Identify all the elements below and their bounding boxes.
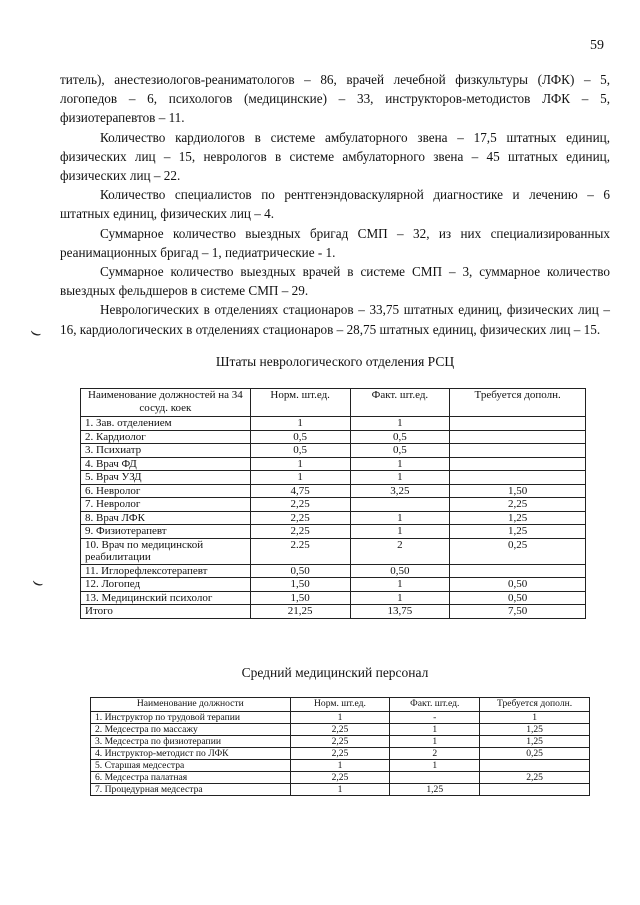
- value-cell: [450, 417, 586, 431]
- column-header: Наименование должностей на 34 сосуд. коек: [81, 389, 251, 417]
- table-row: [81, 417, 586, 431]
- value-cell: 3,25: [350, 484, 450, 498]
- value-cell: 7,50: [450, 605, 586, 619]
- position-name-cell: 5. Врач УЗД: [81, 471, 251, 485]
- position-name-cell: 2. Кардиолог: [81, 430, 251, 444]
- table-row: [81, 430, 586, 444]
- value-cell: 1: [350, 417, 450, 431]
- value-cell: 1,50: [250, 591, 350, 605]
- position-name-cell: 3. Психиатр: [81, 444, 251, 458]
- value-cell: [450, 430, 586, 444]
- value-cell: 1,25: [480, 736, 590, 748]
- margin-checkmark: ⌣: [27, 320, 46, 344]
- value-cell: [350, 498, 450, 512]
- value-cell: 2,25: [250, 525, 350, 539]
- position-name-cell: 5. Старшая медсестра: [91, 760, 291, 772]
- paragraph: Количество специалистов по рентгенэндоваскулярной диагностике и лечению – 6 штатных единиц, физических лиц – 4.: [60, 187, 610, 222]
- value-cell: 1: [350, 511, 450, 525]
- value-cell: 1: [350, 578, 450, 592]
- value-cell: 2,25: [290, 724, 390, 736]
- position-name-cell: 1. Инструктор по трудовой терапии: [91, 712, 291, 724]
- value-cell: 1,25: [450, 525, 586, 539]
- table-row: [81, 471, 586, 485]
- value-cell: 1: [390, 760, 480, 772]
- value-cell: 2: [390, 748, 480, 760]
- body-text: [60, 70, 610, 339]
- column-header: Факт. шт.ед.: [350, 389, 450, 417]
- value-cell: 1: [480, 712, 590, 724]
- value-cell: 2,25: [250, 498, 350, 512]
- column-header: Требуется дополн.: [450, 389, 586, 417]
- position-name-cell: Итого: [81, 605, 251, 619]
- paragraph: Количество кардиологов в системе амбулаторного звена – 17,5 штатных единиц, физических лиц – 15, неврологов в системе амбулаторного звена – 45 штатных единиц, физических лиц – 22.: [60, 129, 610, 184]
- position-name-cell: 6. Медсестра палатная: [91, 772, 291, 784]
- table-row: [81, 511, 586, 525]
- value-cell: 1: [390, 736, 480, 748]
- value-cell: 1,50: [250, 578, 350, 592]
- table-row: [81, 564, 586, 578]
- value-cell: 1: [350, 471, 450, 485]
- value-cell: -: [390, 712, 480, 724]
- value-cell: 0,5: [250, 444, 350, 458]
- value-cell: 2,25: [450, 498, 586, 512]
- position-name-cell: 8. Врач ЛФК: [81, 511, 251, 525]
- position-name-cell: 10. Врач по медицинской реабилитации: [81, 538, 251, 564]
- position-name-cell: 1. Зав. отделением: [81, 417, 251, 431]
- table-row: [81, 457, 586, 471]
- value-cell: 4,75: [250, 484, 350, 498]
- value-cell: [480, 784, 590, 796]
- table-row: [81, 591, 586, 605]
- table-row: [91, 712, 590, 724]
- position-name-cell: 3. Медсестра по физиотерапии: [91, 736, 291, 748]
- position-name-cell: 13. Медицинский психолог: [81, 591, 251, 605]
- value-cell: 0,5: [350, 430, 450, 444]
- neuro-staff-table: [80, 388, 586, 619]
- value-cell: 2,25: [290, 772, 390, 784]
- value-cell: 1: [350, 591, 450, 605]
- position-name-cell: 4. Инструктор-методист по ЛФК: [91, 748, 291, 760]
- value-cell: 1,25: [450, 511, 586, 525]
- value-cell: 2,25: [290, 736, 390, 748]
- value-cell: 2.25: [250, 538, 350, 564]
- table-row: [91, 748, 590, 760]
- position-name-cell: 11. Иглорефлексотерапевт: [81, 564, 251, 578]
- position-name-cell: 9. Физиотерапевт: [81, 525, 251, 539]
- column-header: Требуется дополн.: [480, 698, 590, 712]
- table-row: [81, 444, 586, 458]
- table-row: [81, 605, 586, 619]
- value-cell: 2: [350, 538, 450, 564]
- position-name-cell: 7. Процедурная медсестра: [91, 784, 291, 796]
- value-cell: 0,50: [450, 591, 586, 605]
- table-row: [91, 784, 590, 796]
- value-cell: [450, 444, 586, 458]
- value-cell: [480, 760, 590, 772]
- value-cell: [390, 772, 480, 784]
- nurse-staff-table: [90, 697, 590, 796]
- margin-checkmark: ⌣: [29, 570, 48, 594]
- value-cell: 2,25: [250, 511, 350, 525]
- nurse-table-title: Средний медицинский персонал: [241, 665, 429, 680]
- value-cell: 1: [250, 457, 350, 471]
- table-row: [81, 538, 586, 564]
- table-header-row: [91, 698, 590, 712]
- value-cell: 1: [290, 760, 390, 772]
- value-cell: 1,25: [480, 724, 590, 736]
- column-header: Факт. шт.ед.: [390, 698, 480, 712]
- value-cell: 0,5: [250, 430, 350, 444]
- value-cell: 2,25: [480, 772, 590, 784]
- value-cell: 1: [250, 471, 350, 485]
- value-cell: 1: [390, 724, 480, 736]
- value-cell: 1: [350, 457, 450, 471]
- column-header: Норм. шт.ед.: [290, 698, 390, 712]
- paragraph: Неврологических в отделениях стационаров – 33,75 штатных единиц, физических лиц –16, кардиологических в отделениях стационаров – 28,75 штатных единиц, физических лиц – 15.: [60, 302, 610, 337]
- value-cell: 1,50: [450, 484, 586, 498]
- table-row: [81, 525, 586, 539]
- value-cell: 1,25: [390, 784, 480, 796]
- value-cell: 1: [290, 784, 390, 796]
- table-row: [81, 484, 586, 498]
- paragraph: Суммарное количество выездных бригад СМП – 32, из них специализированных реанимационных бригад – 1, педиатрические - 1.: [60, 225, 610, 260]
- column-header: Норм. шт.ед.: [250, 389, 350, 417]
- value-cell: 13,75: [350, 605, 450, 619]
- value-cell: 0,50: [350, 564, 450, 578]
- value-cell: 21,25: [250, 605, 350, 619]
- column-header: Наименование должности: [91, 698, 291, 712]
- position-name-cell: 4. Врач ФД: [81, 457, 251, 471]
- table-row: [91, 724, 590, 736]
- value-cell: 0,25: [480, 748, 590, 760]
- neuro-table-title: Штаты неврологического отделения РСЦ: [215, 354, 455, 369]
- table-row: [91, 736, 590, 748]
- value-cell: 2,25: [290, 748, 390, 760]
- position-name-cell: 6. Невролог: [81, 484, 251, 498]
- table-header-row: [81, 389, 586, 417]
- position-name-cell: 7. Невролог: [81, 498, 251, 512]
- value-cell: 1: [250, 417, 350, 431]
- value-cell: 0,25: [450, 538, 586, 564]
- value-cell: 1: [290, 712, 390, 724]
- value-cell: 1: [350, 525, 450, 539]
- value-cell: 0,50: [450, 578, 586, 592]
- value-cell: 0,5: [350, 444, 450, 458]
- value-cell: [450, 564, 586, 578]
- table-row: [91, 760, 590, 772]
- value-cell: [450, 471, 586, 485]
- table-row: [91, 772, 590, 784]
- table-row: [81, 578, 586, 592]
- value-cell: 0,50: [250, 564, 350, 578]
- paragraph: Суммарное количество выездных врачей в системе СМП – 3, суммарное количество выездных фельдшеров в системе СМП – 29.: [60, 264, 610, 299]
- position-name-cell: 2. Медсестра по массажу: [91, 724, 291, 736]
- table-row: [81, 498, 586, 512]
- position-name-cell: 12. Логопед: [81, 578, 251, 592]
- value-cell: [450, 457, 586, 471]
- paragraph: титель), анестезиологов-реаниматологов – 86, врачей лечебной физкультуры (ЛФК) – 5, логопедов – 6, психологов (медицинские) – 33, инструкторов-методистов ЛФК – 5, физиотерапевтов – 11.: [60, 72, 610, 126]
- page-number: 59: [590, 38, 604, 53]
